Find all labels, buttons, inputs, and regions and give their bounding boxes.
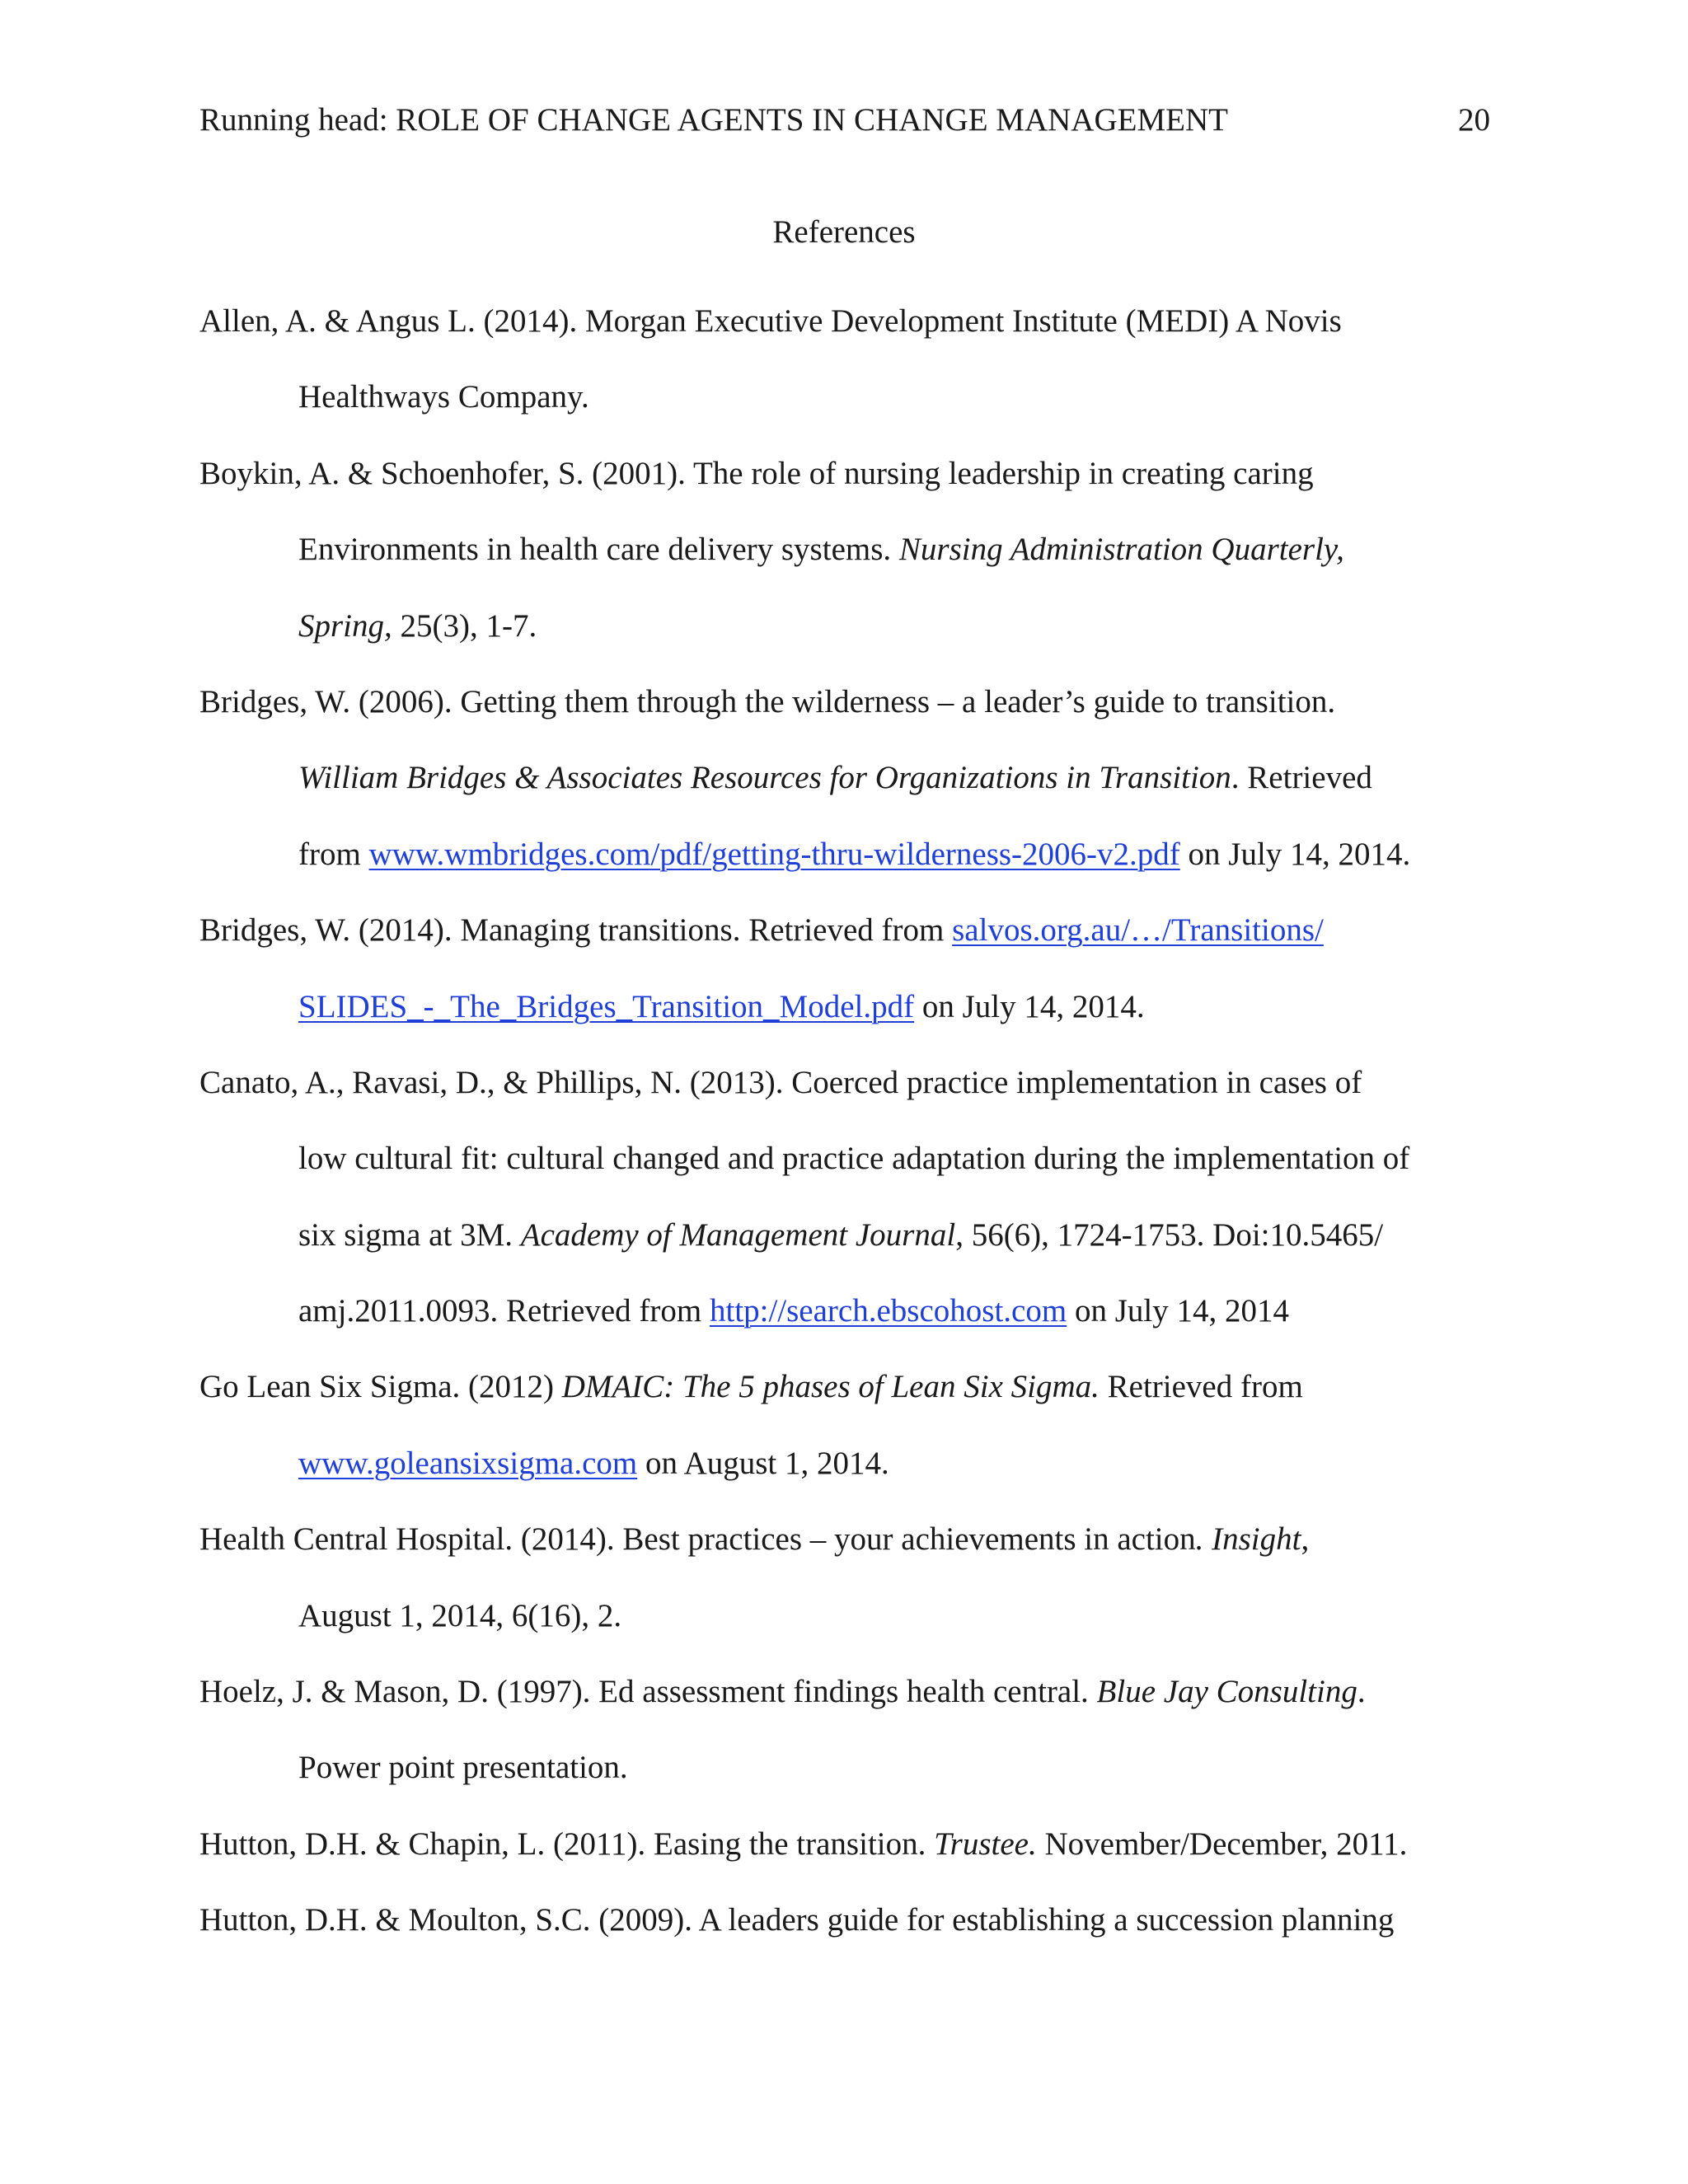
- reference-text: Bridges, W. (2006). Getting them through the wilderness – a leader’s guide to transition.: [199, 683, 1336, 719]
- reference-line: [199, 1502, 1518, 1577]
- reference-entry: [199, 1349, 1518, 1502]
- reference-text: low cultural fit: cultural changed and practice adaptation during the implementation of: [298, 1141, 1410, 1177]
- reference-link[interactable]: SLIDES_-_The_Bridges_Transition_Model.pdf: [298, 988, 915, 1024]
- reference-line: [199, 512, 1518, 588]
- reference-line: [199, 893, 1518, 968]
- reference-line: [199, 1882, 1518, 1958]
- reference-italic-text: .: [1195, 1521, 1204, 1558]
- reference-italic-text: Blue Jay Consulting: [1096, 1674, 1357, 1710]
- reference-text: ,: [1301, 1521, 1310, 1558]
- reference-italic-text: William Bridges & Associates Resources for Organizations in Transition: [298, 760, 1231, 796]
- reference-text: [1203, 1521, 1212, 1557]
- reference-entry: [199, 893, 1518, 1045]
- reference-text: on August 1, 2014.: [637, 1445, 889, 1481]
- references-title: References: [772, 214, 916, 250]
- reference-entry: [199, 1882, 1518, 1958]
- reference-line: [199, 1426, 1518, 1502]
- reference-text: . Retrieved: [1231, 760, 1372, 796]
- reference-text: from: [298, 836, 369, 872]
- reference-line: [199, 436, 1518, 512]
- page-number: 20: [1458, 102, 1490, 138]
- page-header: [199, 96, 1490, 145]
- reference-line: [199, 1654, 1518, 1730]
- reference-italic-text: Insight: [1212, 1521, 1301, 1558]
- reference-line: [199, 1273, 1518, 1349]
- reference-text: Hoelz, J. & Mason, D. (1997). Ed assessment findings health central.: [199, 1674, 1097, 1710]
- reference-line: [199, 740, 1518, 816]
- reference-line: [199, 1197, 1518, 1273]
- reference-text: Canato, A., Ravasi, D., & Phillips, N. (2013). Coerced practice implementation in cases of: [199, 1064, 1362, 1100]
- reference-line: [199, 1578, 1518, 1654]
- reference-line: [199, 1045, 1518, 1121]
- reference-line: [199, 588, 1518, 664]
- reference-line: [199, 817, 1518, 893]
- reference-line: [199, 1349, 1518, 1425]
- reference-link[interactable]: www.wmbridges.com/pdf/getting-thru-wilderness-2006-v2.pdf: [368, 836, 1180, 872]
- reference-link[interactable]: www.goleansixsigma.com: [298, 1445, 638, 1481]
- reference-text: August 1, 2014, 6(16), 2.: [298, 1597, 622, 1633]
- reference-text: November/December, 2011.: [1036, 1825, 1408, 1862]
- reference-entry: [199, 1502, 1518, 1654]
- reference-entry: [199, 1807, 1518, 1882]
- reference-text: on July 14, 2014.: [914, 988, 1145, 1024]
- reference-text: Environments in health care delivery systems.: [298, 532, 899, 568]
- reference-line: [199, 284, 1518, 359]
- reference-text: six sigma at 3M.: [298, 1216, 521, 1253]
- reference-text: Retrieved from: [1099, 1369, 1303, 1405]
- reference-line: [199, 1807, 1518, 1882]
- reference-italic-text: Nursing Administration Quarterly,: [898, 532, 1344, 568]
- reference-link[interactable]: salvos.org.au/…/Transitions/: [952, 912, 1324, 949]
- reference-entry: [199, 436, 1518, 664]
- reference-entry: [199, 1045, 1518, 1350]
- reference-text: Hutton, D.H. & Chapin, L. (2011). Easing the transition.: [199, 1825, 935, 1862]
- reference-text: Allen, A. & Angus L. (2014). Morgan Executive Development Institute (MEDI) A Novis: [199, 303, 1342, 339]
- reference-text: Healthways Company.: [298, 379, 589, 415]
- reference-text: Hutton, D.H. & Moulton, S.C. (2009). A leaders guide for establishing a succession planning: [199, 1902, 1395, 1938]
- reference-line: [199, 664, 1518, 740]
- reference-text: Boykin, A. & Schoenhofer, S. (2001). The role of nursing leadership in creating caring: [199, 455, 1314, 491]
- reference-text: Health Central Hospital. (2014). Best practices – your achievements in action: [199, 1521, 1196, 1558]
- reference-italic-text: Academy of Management Journal: [520, 1216, 956, 1253]
- reference-entry: [199, 1654, 1518, 1807]
- reference-text: .: [1357, 1674, 1366, 1710]
- running-head: Running head: ROLE OF CHANGE AGENTS IN CHANGE MANAGEMENT: [199, 102, 1228, 138]
- reference-italic-text: DMAIC: The 5 phases of Lean Six Sigma.: [561, 1369, 1100, 1405]
- reference-line: [199, 359, 1518, 435]
- reference-entry: [199, 664, 1518, 893]
- reference-link[interactable]: http://search.ebscohost.com: [709, 1293, 1067, 1329]
- reference-line: [199, 969, 1518, 1045]
- reference-text: on July 14, 2014: [1067, 1293, 1289, 1329]
- reference-text: 25(3), 1-7.: [392, 607, 537, 644]
- reference-entry: [199, 284, 1518, 436]
- reference-line: [199, 1121, 1518, 1197]
- reference-italic-text: Spring,: [298, 607, 392, 644]
- reference-text: Power point presentation.: [298, 1750, 628, 1786]
- reference-text: Go Lean Six Sigma. (2012): [199, 1369, 562, 1405]
- reference-italic-text: Trustee.: [934, 1825, 1037, 1862]
- reference-text: amj.2011.0093. Retrieved from: [298, 1293, 710, 1329]
- reference-text: on July 14, 2014.: [1179, 836, 1411, 872]
- reference-text: , 56(6), 1724-1753. Doi:10.5465/: [955, 1216, 1384, 1253]
- reference-list: [199, 284, 1518, 1959]
- reference-line: [199, 1730, 1518, 1806]
- reference-text: Bridges, W. (2014). Managing transitions. Retrieved from: [199, 912, 953, 949]
